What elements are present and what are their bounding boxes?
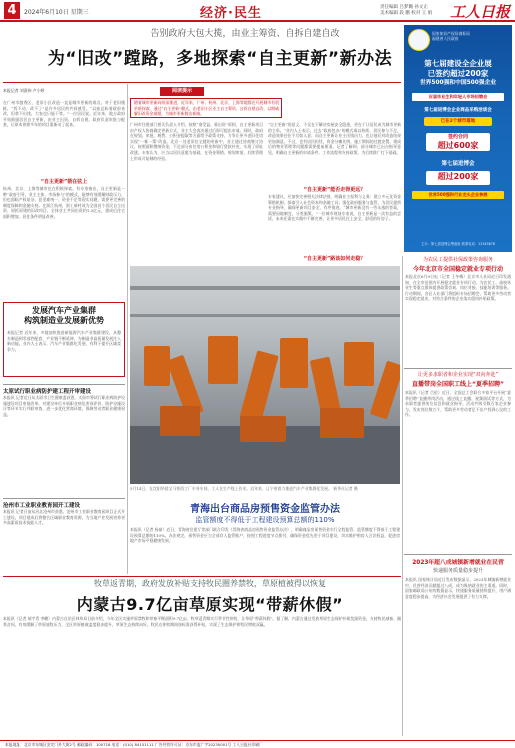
section-title: 经济·民生 [200,6,262,21]
photo-caption: 5月14日，在沈阳华晨宝马铁西工厂车身车间，工人在生产线上作业。近年来，辽宁省着力推进汽车产业集群化发展。 新华社记者 摄 [130,486,358,491]
right-title-2: 直播带岗全国职工线上“夏季招聘” [412,381,504,388]
lead-headline: 为“旧改”蹚路，多地探索“自主更新”新办法 [47,49,393,69]
ad-text-1: 第七届进博会企业商品采购洽谈会 [424,108,492,113]
column-divider-right [402,256,403,736]
page-footer: 本报地址：北京市东城区安定门外大街2号 邮政编码：100718 电话：(010) 84151111 广告经营许可证：京东市监广字20230001号 工人日报社印刷厂 [0,740,515,748]
right-kicker-1: 为农民工提供社保政策咨询服务 [422,257,493,263]
right-bottom-body: 本报讯 国家统计局近日发布数据显示，2023年城镇新增就业中，民营经济贡献超过八成，成为吸纳就业的主渠道。同时，国家邮政局公布的数据显示，快递服务质量持续提升，用户满意度稳步提高，为经济社会发展提供了有力支撑。 [405,577,511,599]
right-rule-2 [404,554,512,555]
left-item-body-1: 本报讯 记者近日从太原市卫生健康委获悉，太原市将试行职业病防护设施建设项目审批改革，对建设单位开展职业病危害预评价、防护设施设计等环节实行并联审查，进一步优化营商环境，保障劳动者职业健康权益。 [3,395,125,417]
right-title-1: 今年北京市全国稳定就业专项行动 [412,266,503,273]
right-body-1: 本报北京6月9日电（记者 王冬梅）北京市人社局近日印发通知，在全市范围内开展稳定就业专项行动，为农民工、高校毕业生等重点群体提供政策咨询、岗位对接、技能培训等服务。行动期间，各区人社部门将组织专场招聘会，帮助更多劳动者实现稳定就业，对符合条件的企业落实稳岗补贴政策。 [405,274,511,302]
right-kicker-2: 让更多求职者和企业实现“双向奔赴” [417,372,499,378]
left-item-title-2: 沧州市工业职业教育园开工建设 [3,503,81,509]
issue-date: 2024年6月10日 星期三 [24,9,89,16]
ev-box-title: 发展汽车产业集群 构筑制造业发展新优势 [24,306,104,325]
ad-line-2: 已签约超过200家 [427,69,489,78]
lead-column-1b: 杭州、北京、上海等城市也在积极探索。有专家指出，自主更新是一种“政府引导、业主主体、市场参与”的模式，能够有效缓解财政压力，但也面临产权复杂、意见难统一、资金不足等现实问题，需要更完善的制度保障和金融支持。在浙江杭州，浙工新村成为全国首个居民自主出资、原拆原建的旧改项目，全体业主共同出资约1.3亿元，建成后住宅面积增加，居住条件明显改善。 [3,186,125,219]
newspaper-logo: 工人日报 [449,3,510,21]
ad-footer: 主办：第七届进博会筹备组 联系电话：12345678 [421,242,495,246]
right-rule-1 [404,368,512,369]
left-rule-1 [3,384,125,385]
right-bottom-subtitle: 快递服务质量稳步提升 [432,568,483,574]
qinghai-subhead: 监管额度不得低于工程建设预算总额的110% [195,516,335,524]
expo-advertisement [404,25,512,252]
lead-subhead-1: “自主更新”箭在弦上 [40,179,88,185]
editor-credits: 责任编辑 吕梦璐 孙文正 美术编辑 段 鹏 校对 王 娟 [380,5,433,16]
ad-badge-2-value: 超过200家 [437,172,479,181]
ad-text-2: 第七届进博会 [441,161,475,167]
reading-tag: 阅读提示 [160,87,204,96]
masthead [0,0,515,22]
qinghai-headline: 青海出台商品房预售资金监管办法 [190,504,340,515]
lead-rule [3,82,401,83]
bottom-rule [3,576,401,577]
ev-box-body: 本报记者 近年来，多地加快推进新能源汽车产业集群建设，从整车制造到零部件配套，产业链不断延伸，为制造业高质量发展注入新动能。业内人士表示，汽车产业集群化发展，有利于提升区域竞争力。 [7,330,121,352]
bottom-body: 本报讯（记者 郝宇青 李鹏）内蒙古自治区林草局日前介绍，今年全区实施草原禁牧和草畜平衡面积9.7亿亩，牧草返青期实行季节性休牧，让草原“带薪休假”。据了解，内蒙古通过发放草原生态保护补助奖励资金，支持牧民减畜、圈养舍饲，有效缓解了草原放牧压力，全区草原植被盖度稳步提升，草原生态持续向好。牧民在休牧期间按标准获得补贴，实现了生态保护和牧民增收双赢。 [3,616,401,627]
ad-line-1: 第七届建设全企业展 [424,59,492,68]
ad-badge-2 [426,171,490,185]
left-item-body-2: 本报讯 记者日前从河北沧州市获悉，沧州市工业职业教育园项目正式开工建设。项目建成后将整合区域职业教育资源，为当地产业发展培养更多高素质技术技能人才。 [3,509,125,526]
qinghai-body: 本报讯（记者 杨祯）近日，青海省住建厅等部门联合印发《青海省商品房预售资金监管办法》，明确商品房预售资金实行全程监管，监管额度不得低于工程建设预算总额的110%。办法规定，预售资金应当全部存入监管账户，按照工程进度节点拨付，确保资金优先用于项目建设，切实维护购房人合法权益，促进房地产市场平稳健康发展。 [130,527,400,544]
ad-line-3: 世界500强和中国500强企业 [419,80,497,86]
left-rule-2 [3,498,125,499]
lead-kicker: 告别政府大包大揽，由业主筹资、自拆自建自改 [150,29,340,39]
left-item-title-1: 太原试行职业病防护建工程开审建设 [3,389,92,395]
lead-column-4: 专家建议，应加快完善相关法律法规，明确业主权利与义务；建立多元化资金筹措机制，探索引入社会资本和金融工具；强化政府服务与监管，为居民提供专业指导，确保更新项目安全、有序推进。“城市更新没有一劳永逸的答案，需要因地制宜、分类施策。”一位城市规划专家说，自主更新是一次有益的尝试，未来还需在实践中不断完善，让更多居民住上安全、舒适的好房子。 [268,194,401,222]
lead-intro: 随着城市更新向纵深推进，近年来，广州、杭州、北京、上海等地都在开展城市有机更新探索，通过“自主更新”模式，由老旧小区业主自主筹资，自拆自建自改，以期破解旧改资金难题，为城市更新蹚出新路。 [134,100,279,116]
lead-column-2: 广州市住建部门相关负责人介绍，按照“谁受益、谁出资”原则，自主更新项目由产权人协商确定更新方式，业主大会表决通过后即可提出申请。同时，政府在规划、审批、税费、公积金提取等方面给予政策支持，力争让更多老旧住房实现“一栋一策”改造。北京一处老旧住宅楼的更新中，业主通过协商签订协议，按照面积缴纳资金，不足部分由住房公积金和银行贷款补充，实现了原址改建。专家认为，应当以居民意愿为基础，在资金筹措、规划审批、后续管理上形成可复制的经验。 [130,122,263,161]
ad-strip-2: 世界500强和行业龙头企业参展 [412,191,504,199]
lead-subhead-3: “自主更新”路该如何走稳？ [303,256,366,262]
lead-column-1: 在广州市越秀区，老旧小区改造一直是城市更新的难点。对于老旧楼栋，“拆不动、改不了”是许多居民的共同感受。“以前总盼着政府来改，但拿不出钱，大家也只能干等。”一位居民说。近年来，地方政府开始鼓励居民自主更新，由业主出资、自拆自建，政府负责审批与配套，让原本停滞多年的项目重新动了起来。 [3,100,125,128]
ad-strip-1: 应届毕业生和年轻人专场招聘会 [412,93,504,101]
factory-photo [130,266,400,484]
ad-ribbon: 已在2个城市落地 [424,117,492,126]
right-body-2: 本报讯（记者 吕伦）近日，全国总工会联合多家平台开展“夏季招聘”直播带岗活动，通过线上直播、视频面试等方式，为求职者提供岗位信息和就业指导。活动共吸引数百家企业参与，发布岗位数万个，帮助更多劳动者足不出户找到心仪的工作。 [405,390,511,418]
bottom-kicker: 牧草返青期，政府发放补贴支持牧民圈养禁牧，草原植被得以恢复 [94,579,326,588]
ad-badge-value: 超过600家 [437,141,479,150]
lead-subhead-2: “自主更新”能否走得更远？ [303,187,366,193]
right-bottom-title: 2023年超八成城镇新增就业在民营 [412,560,504,566]
page-number: 4 [4,2,20,19]
ad-organizers: 国家知识产权局商标局 福建省人民政府 [432,31,470,41]
ad-badge-1 [426,133,490,151]
ad-badge-label: 签约合同 [447,134,468,140]
column-divider-left [127,84,128,574]
lead-byline: 本报记者 刘嘉伟 卢小婷 [3,88,45,93]
bottom-headline: 内蒙古9.7亿亩草原实现“带薪休假” [76,595,344,614]
lead-column-3: “自主更新”的意义，不仅在于解决房屋安全隐患，更在于让居民成为城市更新的主角。”业内人士表示，过去“政府包办”的模式难以持续，居民参与不足，改造效果往往不尽如人意；而自主更新让业主出钱出力，也让他们对改造结果更加满意。不过，也有居民担忧，资金分摊比例、施工期间的过渡安置、建成后的物业管理等问题都需要提前厘清。记者了解到，部分城市已出台指导意见，明确自主更新的申请条件、工作流程和支持政策，为后续推广打下基础。 [268,122,401,155]
expo-seal-icon [408,29,430,51]
